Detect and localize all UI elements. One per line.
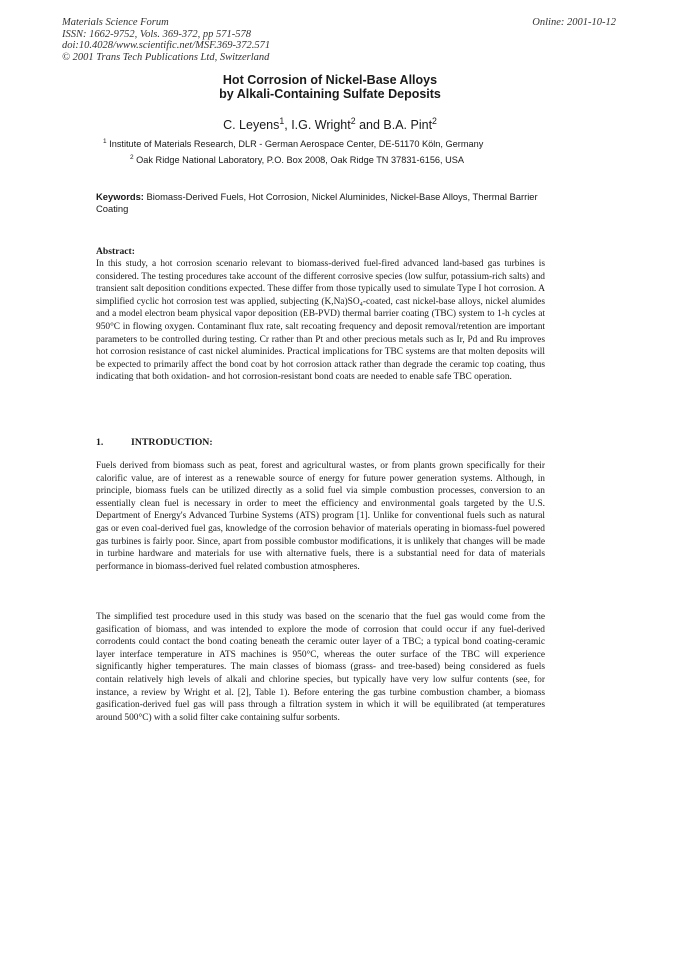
affiliation-2-mark: 2 — [130, 153, 134, 161]
title-line-2: by Alkali-Containing Sulfate Deposits — [219, 87, 441, 101]
keywords-label: Keywords: — [96, 191, 144, 202]
affiliation-2 — [130, 155, 464, 165]
publication-header — [62, 17, 482, 63]
introduction-paragraph-1: Fuels derived from biomass such as peat, forest and agricultural wastes, or from plants grown specifically for their calorific value, are of interest as a renewable source of energy for future power generation systems. Although, in principle, biomass fuels can be utilized directly as a solid fuel via simple combustion processes, conversion to an essentially clean fuel is necessary in order to meet the efficiency and environmental goals targeted by the U.S. Department of Energy's Advanced Turbine Systems (ATS) program [1]. Unlike for conventional fuels such as natural gas or even coal-derived fuel gas, knowledge of the corrosion behavior of materials operating in biomass-fuel powered gas turbines is fairly poor. Since, apart from possible combustor modifications, it is unlikely that changes will be made in turbine hardware and materials for use with alternative fuels, there is a substantial need for data of materials performance in biomass-derived fuel related combustion atmospheres. — [96, 461, 545, 572]
abstract-heading: Abstract: — [96, 246, 135, 257]
affiliation-2-text: Oak Ridge National Laboratory, P.O. Box 2008, Oak Ridge TN 37831-6156, USA — [136, 155, 465, 165]
author-conjunction: and — [359, 118, 380, 132]
abstract-text: In this study, a hot corrosion scenario relevant to biomass-derived fuel-fired advanced land-based gas turbines is considered. The testing procedures take account of the different corrosive species (low sulfur, potassium-rich salts) and transient salt deposition conditions expected. These differ from those typically used to simulate Type I hot corrosion. A simplified cyclic hot corrosion test was applied, subjecting (K,Na)SO₄-coated, cast nickel-base alloys, nickel alumides and a model electron beam physical vapor deposition (EB-PVD) thermal barrier coating (TBC) system to 1-h cycles at 950°C in flowing oxygen. Contaminant flux rate, salt recoating frequency and deposit removal/retention are important parameters to be controlled during testing. Cr rather than Pt and other precious metals such as Ir, Pd and Ru improves hot corrosion resistance of cast nickel aluminides. Practical implications for TBC systems are that molten deposits will be expected to primarily affect the bond coat by hot corrosion attack rather than degrade the ceramic top coating, thus indicating that both oxidation- and hot corrosion-resistant bond coats are needed to enable safe TBC operation. — [96, 259, 545, 383]
author-2-affiliation-mark: 2 — [350, 115, 356, 126]
section-number: 1. — [96, 437, 104, 448]
affiliation-1 — [103, 139, 483, 149]
online-date: Online: 2001-10-12 — [532, 17, 616, 28]
paper-title — [90, 73, 570, 101]
author-2: I.G. Wright — [291, 118, 351, 132]
title-line-1: Hot Corrosion of Nickel-Base Alloys — [222, 73, 438, 87]
author-1: C. Leyens — [223, 118, 280, 132]
affiliation-1-mark: 1 — [103, 137, 107, 145]
copyright-line: © 2001 Trans Tech Publications Ltd, Switzerland — [62, 51, 270, 63]
introduction-paragraph-2: The simplified test procedure used in this study was based on the scenario that the fuel gas would come from the gasification of biomass, and was intended to explore the mode of corrosion that could occur if any fuel-derived corrodents could contact the bond coating beneath the ceramic outer layer of a TBC; a typical bond coating-ceramic layer interface temperature in ATS machines is 950°C, whereas the outer surface of the TBC will experience significantly higher temperatures. The main classes of biomass (grass- and tree-based) being considered as fuels contain relatively high levels of alkali and chlorine species, but typically have very low sulfur contents (see, for instance, a review by Wright et al. [2], Table 1). Before entering the gas turbine combustion chamber, a biomass gasification-derived fuel gas will pass through a filtration system in which it will be equilibrated (at temperatures around 500°C) with a solid filter cake containing sulfur sorbents. — [96, 612, 545, 723]
section-title: INTRODUCTION: — [131, 437, 213, 448]
author-3-affiliation-mark: 2 — [432, 115, 437, 126]
journal-name: Materials Science Forum — [62, 17, 169, 28]
doi-line: doi:10.4028/www.scientific.net/MSF.369-372.571 — [62, 40, 271, 51]
keywords-text: Biomass-Derived Fuels, Hot Corrosion, Nickel Aluminides, Nickel-Base Alloys, Thermal Barrier Coating — [96, 191, 538, 214]
author-3: B.A. Pint — [383, 118, 433, 132]
author-1-affiliation-mark: 1 — [279, 115, 285, 126]
keywords — [96, 191, 566, 215]
author-list: C. Leyens$^1$, I.G. Wright$^2$ and B.A. Pint$^2$ — [223, 115, 437, 132]
affiliation-1-text: Institute of Materials Research, DLR - German Aerospace Center, DE-51170 Köln, Germany — [109, 139, 484, 149]
issn-line: ISSN: 1662-9752, Vols. 369-372, pp 571-578 — [62, 28, 251, 40]
